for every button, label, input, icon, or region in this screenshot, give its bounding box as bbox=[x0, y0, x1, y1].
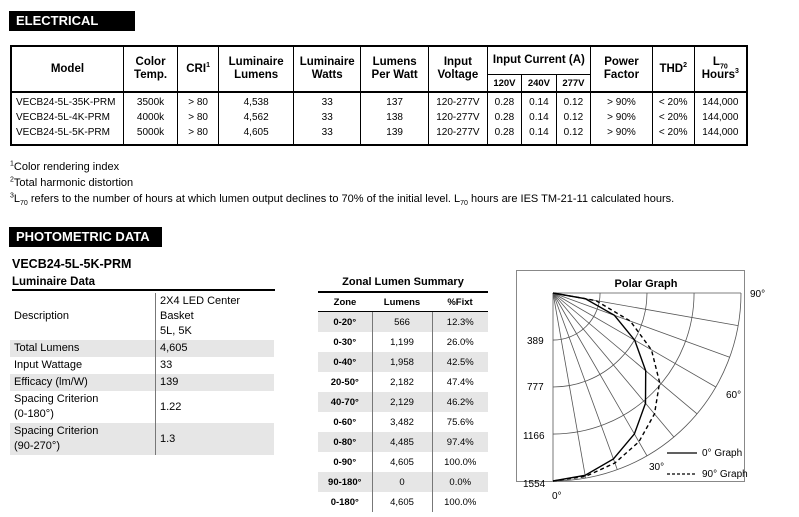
zonal-cell-lumens: 4,605 bbox=[372, 452, 432, 472]
zonal-cell-zone: 0-20° bbox=[318, 312, 372, 333]
zonal-cell-fixt: 75.6% bbox=[446, 416, 474, 428]
lum-value: 4,605 bbox=[156, 340, 275, 357]
header-model: Model bbox=[11, 46, 123, 92]
zonal-cell-lumens: 1,958 bbox=[372, 352, 432, 372]
zonal-cell-fixt: 46.2% bbox=[432, 392, 488, 412]
zonal-cell-lumens: 4,605 bbox=[372, 492, 432, 512]
cell-model: VECB24-5L-4K-PRM bbox=[11, 110, 123, 125]
cell-lpw: 139 bbox=[361, 125, 429, 145]
angle-label-0: 0° bbox=[552, 491, 562, 502]
zonal-cell-zone: 20-50° bbox=[330, 376, 359, 388]
cell-watts: 33 bbox=[294, 110, 361, 125]
lum-label: Description bbox=[14, 310, 70, 322]
header-power-factor: Power Factor bbox=[591, 46, 653, 92]
cell-thd: < 20% bbox=[652, 125, 694, 145]
header-l70-hours: $L_{70}$ Hours$^3$ bbox=[694, 46, 747, 92]
zonal-cell-lumens: 1,199 bbox=[372, 332, 432, 352]
angle-label-30: 30° bbox=[649, 462, 665, 473]
cell-c277: 0.12 bbox=[556, 110, 591, 125]
zonal-cell-lumens: 2,182 bbox=[372, 372, 432, 392]
header-input-voltage: Input Voltage bbox=[429, 46, 488, 92]
lum-value: 33 bbox=[156, 357, 275, 374]
electrical-section-title: ELECTRICAL DATA bbox=[9, 11, 135, 31]
cell-hours: 144,000 bbox=[694, 110, 747, 125]
cell-temp: 5000k bbox=[123, 125, 177, 145]
radial-label-777: 777 bbox=[527, 382, 544, 393]
zonal-cell-fixt: 100.0% bbox=[444, 456, 477, 468]
cell-thd: < 20% bbox=[652, 110, 694, 125]
legend-label-90: 90° Graph bbox=[702, 469, 748, 480]
photometric-model: VECB24-5L-5K-PRM bbox=[12, 257, 132, 271]
zonal-cell-lumens: 2,129 bbox=[372, 392, 432, 412]
zonal-cell-fixt: 100.0% bbox=[444, 496, 477, 508]
lum-label: Total Lumens bbox=[10, 340, 156, 357]
cell-model: VECB24-5L-5K-PRM bbox=[11, 125, 123, 145]
cell-c277: 0.12 bbox=[556, 92, 591, 110]
lum-label: Input Wattage bbox=[14, 359, 83, 371]
cell-voltage: 120-277V bbox=[429, 92, 488, 110]
cell-c240: 0.14 bbox=[522, 125, 557, 145]
zonal-header-fixt: %Fixt bbox=[432, 292, 488, 312]
zonal-cell-fixt: 26.0% bbox=[446, 336, 474, 348]
cell-c277: 0.12 bbox=[556, 125, 591, 145]
cell-c240: 0.14 bbox=[522, 92, 557, 110]
zonal-cell-fixt: 12.3% bbox=[432, 312, 488, 333]
footnote-1: $^1$Color rendering index bbox=[10, 160, 120, 173]
polar-graph-title: Polar Graph bbox=[614, 278, 678, 290]
zonal-cell-lumens: 4,485 bbox=[372, 432, 432, 452]
zonal-cell-zone: 0-60° bbox=[333, 416, 357, 428]
cell-c120: 0.28 bbox=[487, 92, 522, 110]
lum-label: Spacing Criterion (0-180°) bbox=[14, 393, 99, 420]
cell-temp: 3500k bbox=[123, 92, 177, 110]
legend-label-0: 0° Graph bbox=[702, 448, 743, 459]
angle-label-90: 90° bbox=[750, 289, 766, 300]
cell-thd: < 20% bbox=[652, 92, 694, 110]
photometric-section-title: PHOTOMETRIC DATA bbox=[9, 227, 162, 247]
header-current-277v: 277V bbox=[556, 75, 591, 93]
cell-cri: > 80 bbox=[178, 110, 219, 125]
cell-cri: > 80 bbox=[178, 125, 219, 145]
cell-watts: 33 bbox=[294, 125, 361, 145]
zonal-cell-zone: 0-30° bbox=[333, 336, 357, 348]
zonal-cell-lumens: 0 bbox=[372, 472, 432, 492]
header-lumens-per-watt: Lumens Per Watt bbox=[361, 46, 429, 92]
lum-value: 1.22 bbox=[156, 391, 275, 423]
lum-value: 1.3 bbox=[156, 423, 275, 455]
cell-temp: 4000k bbox=[123, 110, 177, 125]
zonal-cell-fixt: 47.4% bbox=[446, 376, 474, 388]
zonal-cell-fixt: 42.5% bbox=[432, 352, 488, 372]
cell-cri: > 80 bbox=[178, 92, 219, 110]
lum-label: Spacing Criterion (90-270°) bbox=[10, 423, 156, 455]
cell-lumens: 4,605 bbox=[219, 125, 294, 145]
angle-label-60: 60° bbox=[726, 390, 742, 401]
zonal-summary-title: Zonal Lumen Summary bbox=[342, 276, 464, 288]
cell-pf: > 90% bbox=[591, 92, 653, 110]
header-thd: THD$^2$ bbox=[652, 46, 694, 92]
cell-c240: 0.14 bbox=[522, 110, 557, 125]
zonal-cell-lumens: 3,482 bbox=[372, 412, 432, 432]
zonal-cell-zone: 40-70° bbox=[318, 392, 372, 412]
cell-hours: 144,000 bbox=[694, 92, 747, 110]
zonal-cell-zone: 90-180° bbox=[318, 472, 372, 492]
cell-lpw: 138 bbox=[361, 110, 429, 125]
header-current-240v: 240V bbox=[522, 75, 557, 93]
zonal-cell-zone: 0-180° bbox=[330, 496, 359, 508]
lum-value: 2X4 LED Center Basket 5L, 5K bbox=[156, 293, 275, 340]
cell-lumens: 4,538 bbox=[219, 92, 294, 110]
header-luminaire-lumens: Luminaire Lumens bbox=[219, 46, 294, 92]
header-luminaire-watts: Luminaire Watts bbox=[294, 46, 361, 92]
zonal-cell-fixt: 0.0% bbox=[432, 472, 488, 492]
footnote-3: $^3L_{70}$ refers to the number of hours at which lumen output declines to 70% of the initial level. $L_{70}$ hours are IES TM-21-11 calculated hours. bbox=[10, 192, 675, 208]
radial-label-1554: 1554 bbox=[523, 479, 546, 490]
cell-lpw: 137 bbox=[361, 92, 429, 110]
cell-model: VECB24-5L-35K-PRM bbox=[11, 92, 123, 110]
cell-voltage: 120-277V bbox=[429, 110, 488, 125]
radial-label-1166: 1166 bbox=[523, 431, 545, 442]
header-cri: CRI$^1$ bbox=[178, 46, 219, 92]
header-color-temp: Color Temp. bbox=[123, 46, 177, 92]
lum-value: 139 bbox=[156, 374, 275, 391]
cell-hours: 144,000 bbox=[694, 125, 747, 145]
cell-watts: 33 bbox=[294, 92, 361, 110]
zonal-cell-fixt: 97.4% bbox=[432, 432, 488, 452]
cell-c120: 0.28 bbox=[487, 110, 522, 125]
header-input-current: Input Current (A) bbox=[487, 46, 591, 75]
radial-label-389: 389 bbox=[527, 336, 544, 347]
cell-pf: > 90% bbox=[591, 125, 653, 145]
cell-voltage: 120-277V bbox=[429, 125, 488, 145]
cell-lumens: 4,562 bbox=[219, 110, 294, 125]
footnote-2: $^2$Total harmonic distortion bbox=[10, 176, 134, 189]
zonal-cell-zone: 0-80° bbox=[318, 432, 372, 452]
zonal-cell-lumens: 566 bbox=[372, 312, 432, 333]
zonal-header-zone: Zone bbox=[318, 292, 372, 312]
header-current-120v: 120V bbox=[487, 75, 522, 93]
luminaire-data-heading: Luminaire Data bbox=[12, 276, 275, 291]
zonal-cell-zone: 0-90° bbox=[333, 456, 357, 468]
zonal-cell-zone: 0-40° bbox=[318, 352, 372, 372]
lum-label: Efficacy (lm/W) bbox=[10, 374, 156, 391]
zonal-header-lumens: Lumens bbox=[372, 292, 432, 312]
cell-c120: 0.28 bbox=[487, 125, 522, 145]
cell-pf: > 90% bbox=[591, 110, 653, 125]
